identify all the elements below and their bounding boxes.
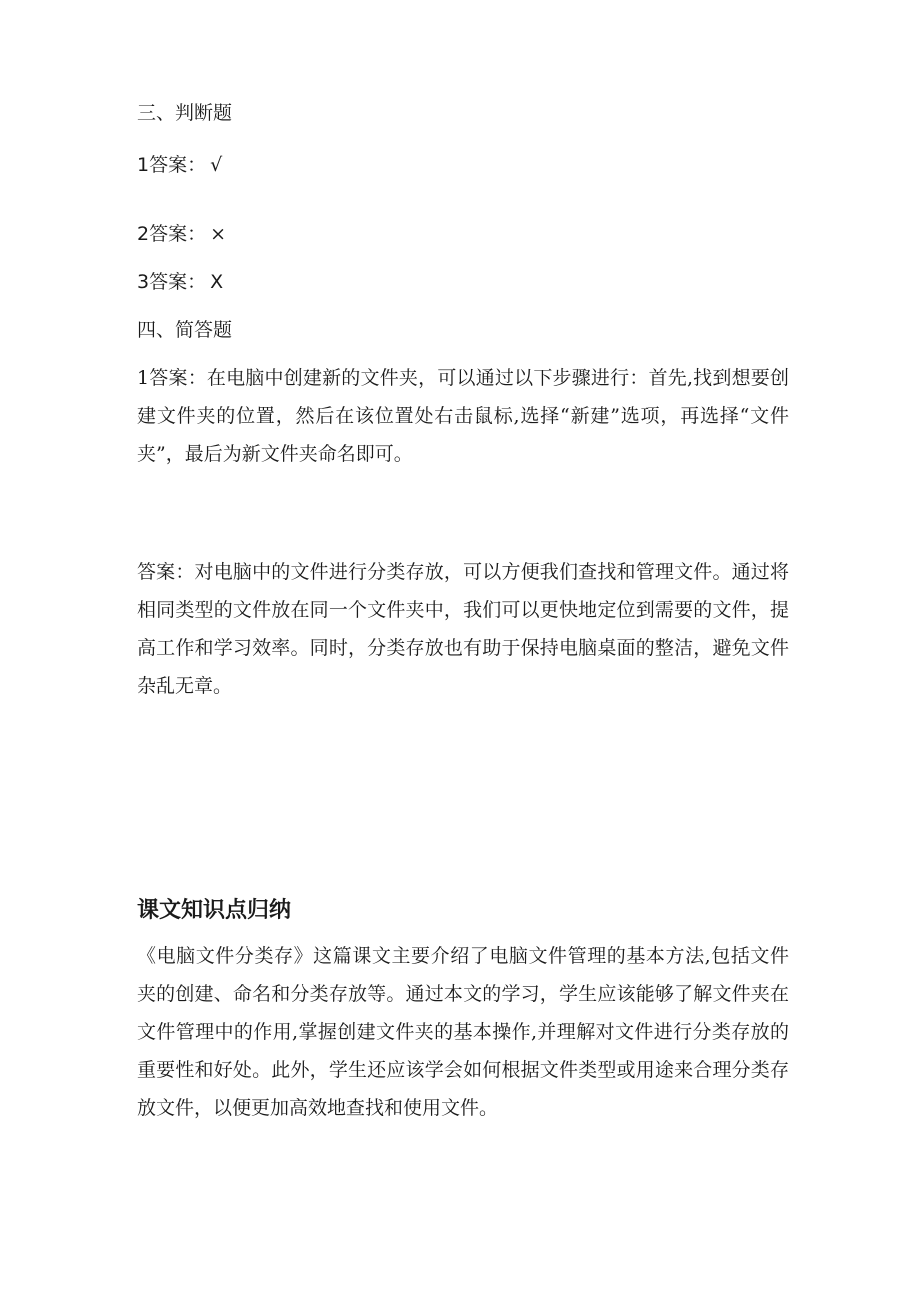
summary-heading: 课文知识点归纳 bbox=[137, 898, 292, 923]
section-title-short-answer: 四、简答题 bbox=[137, 319, 233, 341]
judgment-answer-1 bbox=[137, 153, 222, 177]
answer-value: × bbox=[210, 223, 227, 245]
answer-value: X bbox=[210, 271, 224, 293]
section-title-judgment: 三、判断题 bbox=[137, 102, 233, 124]
answer-label: 答案： bbox=[149, 154, 207, 176]
answer-number: 1 bbox=[137, 154, 150, 176]
answer-value: √ bbox=[210, 154, 223, 176]
summary-body: 《电脑文件分类存》这篇课文主要介绍了电脑文件管理的基本方法,包括文件夹的创建、命名和分类存放等。通过本文的学习，学生应该能够了解文件夹在文件管理中的作用,掌握创建文件夹的基本操作,并理解对文件进行分类存放的重要性和好处。此外，学生还应该学会如何根据文件类型或用途来合理分类存放文件，以便更加高效地查找和使用文件。 bbox=[137, 945, 789, 1119]
answer-label: 答案： bbox=[149, 271, 207, 293]
answer-number: 3 bbox=[137, 271, 150, 293]
answer-label: 答案： bbox=[149, 223, 207, 245]
judgment-answer-3 bbox=[137, 270, 223, 294]
short-answer-1: 1答案：在电脑中创建新的文件夹，可以通过以下步骤进行：首先,找到想要创建文件夹的位置，然后在该位置处右击鼠标,选择“新建”选项，再选择“文件夹”，最后为新文件夹命名即可。 bbox=[137, 367, 789, 465]
answer-number: 2 bbox=[137, 223, 150, 245]
judgment-answer-2 bbox=[137, 222, 226, 246]
short-answer-2: 答案：对电脑中的文件进行分类存放，可以方便我们查找和管理文件。通过将相同类型的文件放在同一个文件夹中，我们可以更快地定位到需要的文件，提高工作和学习效率。同时，分类存放也有助于保持电脑桌面的整洁，避免文件杂乱无章。 bbox=[137, 561, 789, 697]
